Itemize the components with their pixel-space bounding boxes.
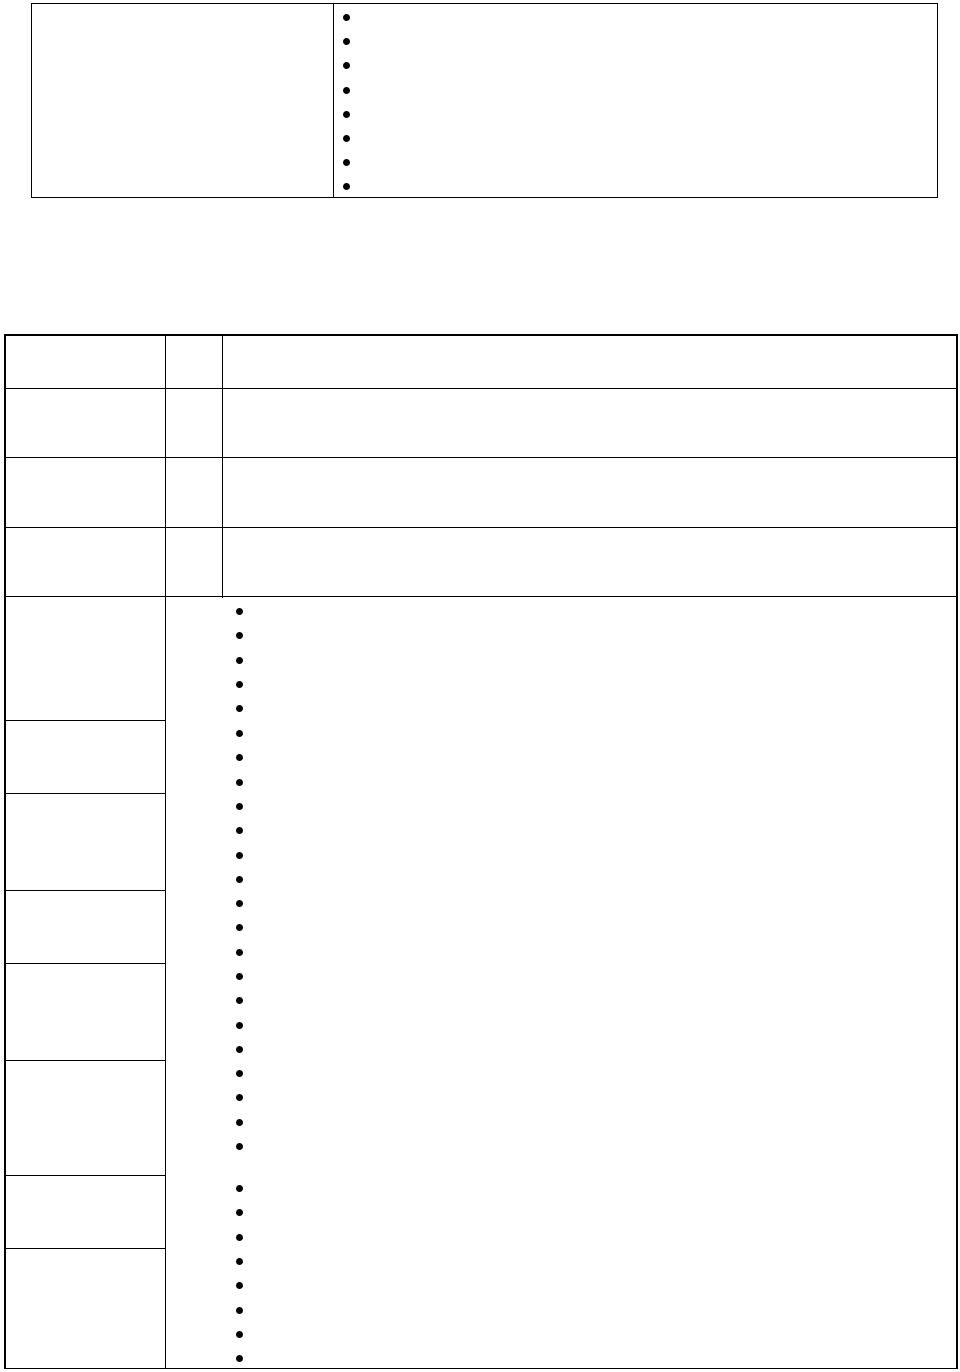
bullet-icon — [343, 87, 350, 94]
top-table-border — [31, 3, 32, 198]
bullet-icon — [236, 779, 243, 786]
table-row-border — [4, 388, 958, 389]
bullet-icon — [236, 657, 243, 664]
bullet-icon — [236, 1119, 243, 1126]
top-table-border — [937, 3, 938, 198]
module-row-border — [4, 1060, 165, 1061]
bullet-icon — [236, 1307, 243, 1314]
bullet-icon — [343, 183, 350, 190]
bullet-icon — [236, 900, 243, 907]
table-row-border — [4, 457, 958, 458]
bullet-icon — [236, 681, 243, 688]
module-row-border — [4, 1175, 165, 1176]
table-border — [4, 1368, 958, 1369]
bullet-icon — [343, 38, 350, 45]
bullet-icon — [236, 1258, 243, 1265]
bullet-icon — [236, 608, 243, 615]
bullet-icon — [236, 803, 243, 810]
top-table-border — [31, 197, 938, 198]
bullet-icon — [236, 997, 243, 1004]
bullet-icon — [343, 135, 350, 142]
bullet-icon — [236, 1143, 243, 1150]
bullet-icon — [236, 1022, 243, 1029]
bullet-icon — [236, 705, 243, 712]
module-row-border — [4, 793, 165, 794]
bullet-icon — [236, 1282, 243, 1289]
bullet-icon — [236, 632, 243, 639]
bullet-icon — [236, 730, 243, 737]
bullet-icon — [236, 876, 243, 883]
bullet-icon — [236, 1209, 243, 1216]
bullet-icon — [343, 14, 350, 21]
top-table-border — [333, 3, 334, 198]
module-row-border — [4, 720, 165, 721]
table-border — [4, 334, 958, 336]
bullet-icon — [236, 754, 243, 761]
top-table-border — [31, 3, 938, 4]
bullet-icon — [236, 924, 243, 931]
bullet-icon — [343, 159, 350, 166]
bullet-icon — [236, 1185, 243, 1192]
bullet-icon — [236, 1070, 243, 1077]
module-row-border — [4, 890, 165, 891]
bullet-icon — [236, 1234, 243, 1241]
bullet-icon — [236, 1094, 243, 1101]
bullet-icon — [236, 852, 243, 859]
bullet-icon — [236, 1331, 243, 1338]
bullet-icon — [236, 1046, 243, 1053]
table-column-border — [222, 334, 223, 598]
bullet-icon — [343, 111, 350, 118]
bullet-icon — [343, 62, 350, 69]
table-border — [956, 334, 958, 1368]
bullet-icon — [236, 827, 243, 834]
table-row-border — [4, 527, 958, 528]
table-row-border — [4, 596, 958, 597]
module-row-border — [4, 1248, 165, 1249]
bullet-icon — [236, 949, 243, 956]
table-border — [4, 334, 6, 1368]
bullet-icon — [236, 1355, 243, 1362]
bullet-icon — [236, 973, 243, 980]
module-row-border — [4, 963, 165, 964]
table-column-border — [165, 334, 166, 1368]
